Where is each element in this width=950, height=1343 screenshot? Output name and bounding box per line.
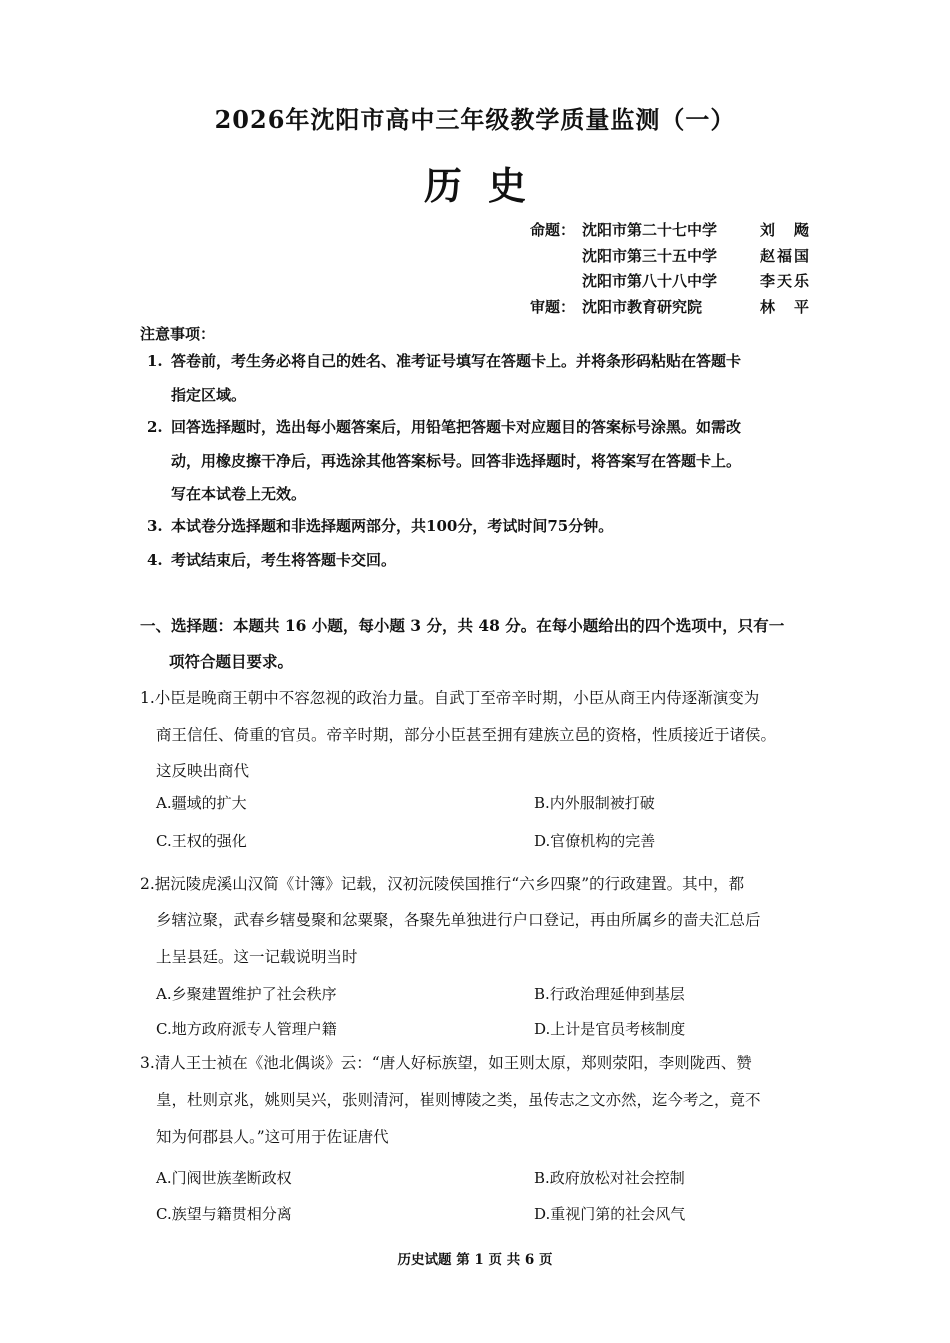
question-1-option-c: C.王权的强化 <box>156 832 247 850</box>
notice-item <box>147 515 613 536</box>
question-3-text: 皇，杜则京兆，姚则吴兴，张则清河，崔则博陵之类，虽传志之文亦然，迄今考之，竟不 <box>156 1091 761 1109</box>
notice-item-number: 1. <box>147 352 163 370</box>
credit-row <box>530 218 812 244</box>
notice-item-text: 回答选择题时，选出每小题答案后，用铅笔把答题卡对应题目的答案标号涂黑。如需改 <box>171 418 742 436</box>
credit-name: 林 平 <box>760 297 812 316</box>
notice-heading: 注意事项： <box>140 325 216 343</box>
notice-item-number: 3. <box>147 517 163 535</box>
notice-item-text: 本试卷分选择题和非选择题两部分，共100分，考试时间75分钟。 <box>171 517 614 535</box>
question-1-text: 这反映出商代 <box>156 762 250 780</box>
question-3-text: 知为何郡县人。”这可用于佐证唐代 <box>156 1128 389 1146</box>
credit-name: 赵福国 <box>760 246 812 265</box>
notice-item-text: 答卷前，考生务必将自己的姓名、准考证号填写在答题卡上。并将条形码粘贴在答题卡 <box>171 352 742 370</box>
question-1-text: 1.小臣是晚商王朝中不容忽视的政治力量。自武丁至帝辛时期，小臣从商王内侍逐渐演变为 <box>140 689 760 707</box>
notice-item-text: 考试结束后，考生将答题卡交回。 <box>171 551 397 569</box>
credit-school: 沈阳市第三十五中学 <box>582 246 718 265</box>
notice-item-text: 动，用橡皮擦干净后，再选涂其他答案标号。回答非选择题时，将答案写在答题卡上。 <box>171 452 742 470</box>
question-1-option-a: A.疆域的扩大 <box>156 794 247 812</box>
question-2-text: 乡辖泣聚，武春乡辖曼聚和忿粟聚，各聚先单独进行户口登记，再由所属乡的啬夫汇总后 <box>156 911 761 929</box>
credit-name: 刘 飏 <box>760 221 812 239</box>
question-3-option-a: A.门阀世族垄断政权 <box>156 1169 292 1187</box>
credit-role: 命题： <box>530 221 576 239</box>
credit-role <box>530 269 582 295</box>
section-heading: 一、选择题：本题共 16 小题，每小题 3 分，共 48 分。在每小题给出的四个选项中，只有一 <box>140 616 785 635</box>
credit-school: 沈阳市第二十七中学 <box>582 221 718 239</box>
credit-school: 沈阳市教育研究院 <box>582 297 703 316</box>
question-2-text: 上呈县廷。这一记载说明当时 <box>156 948 358 966</box>
credit-school: 沈阳市第八十八中学 <box>582 272 718 290</box>
credits-block <box>530 218 812 320</box>
question-2-option-b: B.行政治理延伸到基层 <box>534 985 685 1003</box>
question-2-option-d: D.上计是官员考核制度 <box>534 1020 686 1038</box>
credit-role: 审题： <box>530 297 576 316</box>
credit-name: 李天乐 <box>760 272 812 290</box>
credit-row <box>530 295 812 321</box>
subject-title: 历史 <box>423 163 552 208</box>
notice-item-text: 指定区域。 <box>171 386 247 404</box>
notice-item-text: 写在本试卷上无效。 <box>171 485 307 503</box>
notice-item <box>147 350 741 371</box>
credit-role <box>530 244 582 270</box>
page-footer: 历史试题 第 1 页 共 6 页 <box>397 1252 553 1268</box>
credit-row <box>530 244 812 270</box>
question-2-text: 2.据沅陵虎溪山汉简《计簿》记载，汉初沅陵侯国推行“六乡四聚”的行政建置。其中，都 <box>140 875 745 893</box>
credit-row <box>530 269 812 295</box>
exam-title: 2026年沈阳市高中三年级教学质量监测（一） <box>214 105 736 134</box>
question-1-option-d: D.官僚机构的完善 <box>534 832 656 850</box>
question-2-option-a: A.乡聚建置维护了社会秩序 <box>156 985 337 1003</box>
question-3-option-b: B.政府放松对社会控制 <box>534 1169 685 1187</box>
question-3-text: 3.清人王士祯在《池北偶谈》云：“唐人好标族望，如王则太原，郑则荥阳，李则陇西、赞 <box>140 1054 752 1072</box>
notice-item-number: 4. <box>147 551 163 569</box>
notice-item <box>147 416 741 437</box>
question-1-option-b: B.内外服制被打破 <box>534 794 655 812</box>
section-heading-cont: 项符合题目要求。 <box>169 652 294 671</box>
question-3-option-d: D.重视门第的社会风气 <box>534 1205 686 1223</box>
notice-item <box>147 549 396 570</box>
question-2-option-c: C.地方政府派专人管理户籍 <box>156 1020 337 1038</box>
question-3-option-c: C.族望与籍贯相分离 <box>156 1205 292 1223</box>
question-1-text: 商王信任、倚重的官员。帝辛时期，部分小臣甚至拥有建族立邑的资格，性质接近于诸侯。 <box>156 726 777 744</box>
notice-item-number: 2. <box>147 418 163 436</box>
